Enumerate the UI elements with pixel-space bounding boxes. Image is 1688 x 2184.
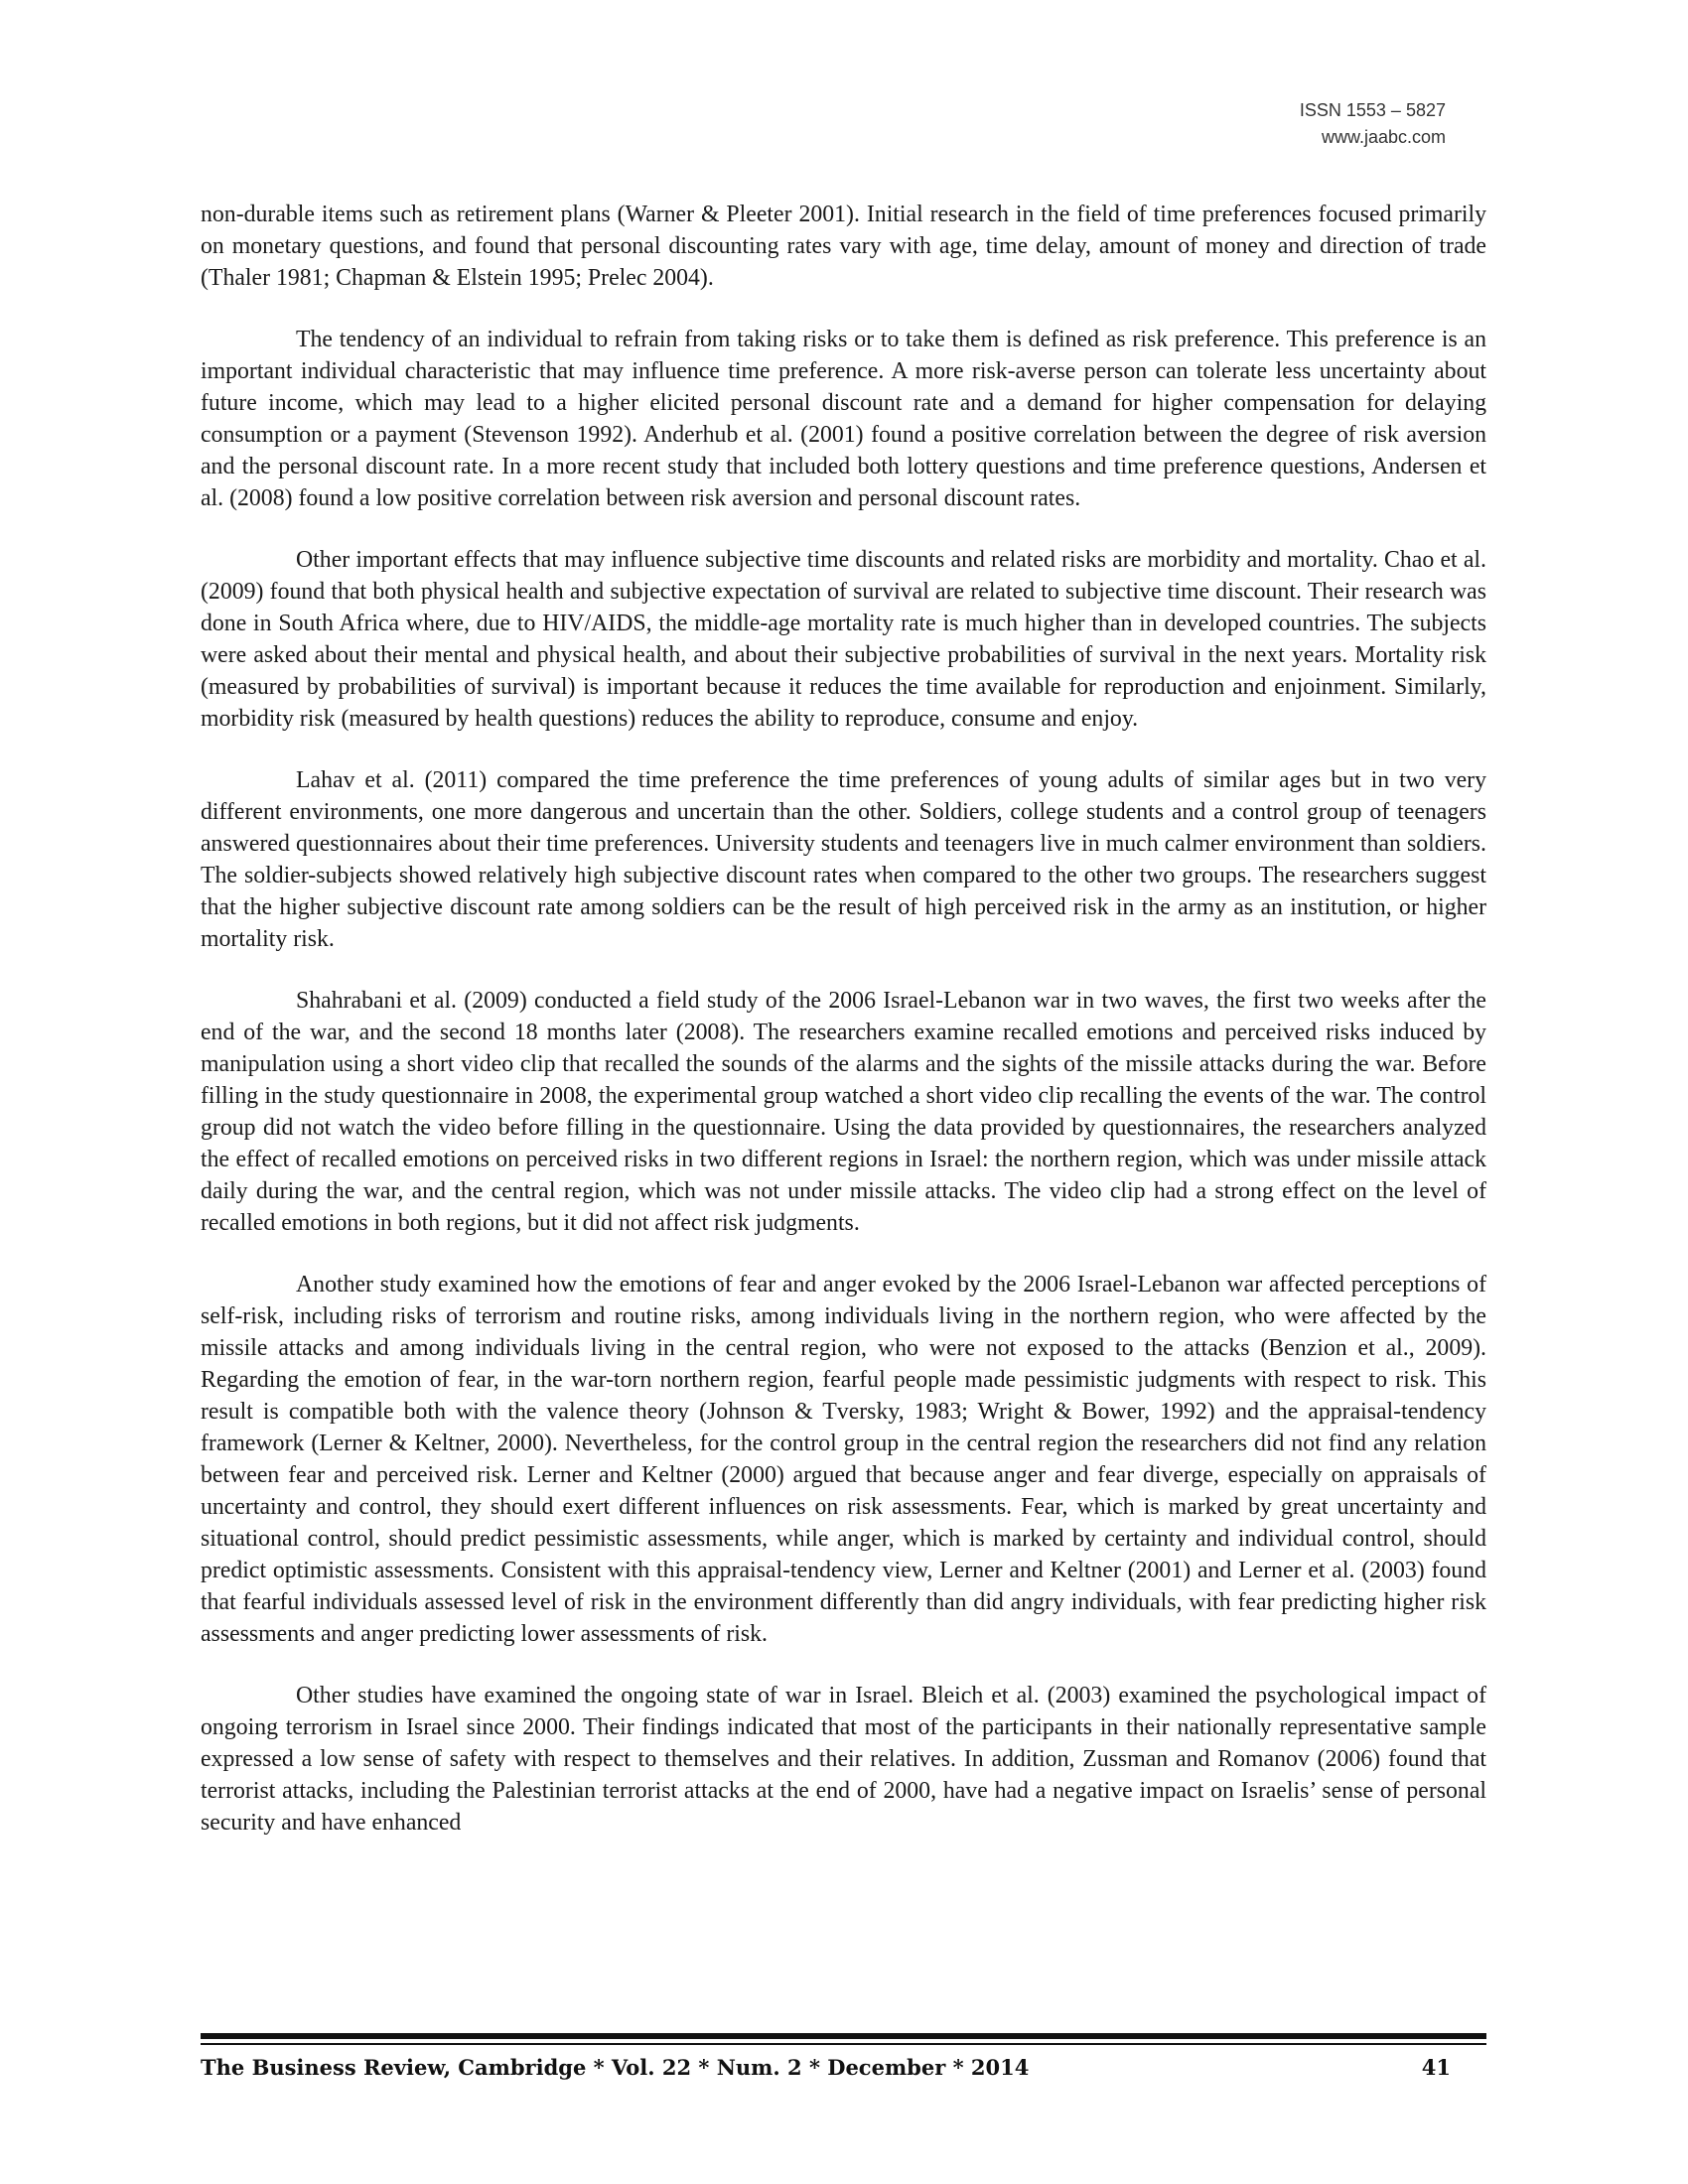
website-label: www.jaabc.com xyxy=(1321,127,1446,147)
paragraph-5: Shahrabani et al. (2009) conducted a field study of the 2006 Israel-Lebanon war in two waves, the first two weeks after the end of the war, and the second 18 months later (2008). The researchers examine recalled emotions and perceived risks induced by manipulation using a short video clip that recalled the sounds of the alarms and the sights of the missile attacks during the war. Before filling in the study questionnaire in 2008, the experimental group watched a short video clip recalling the events of the war. The control group did not watch the video before filling in the questionnaire. Using the data provided by questionnaires, the researchers analyzed the effect of recalled emotions on perceived risks in two different regions in Israel: the northern region, which was under missile attack daily during the war, and the central region, which was not under missile attacks. The video clip had a strong effect on the level of recalled emotions in both regions, but it did not affect risk judgments. xyxy=(201,988,1486,1236)
paragraph-1: non-durable items such as retirement plans (Warner & Pleeter 2001). Initial research in the field of time preferences focused primarily on monetary questions, and found that personal discounting rates vary with age, time delay, amount of money and direction of trade (Thaler 1981; Chapman & Elstein 1995; Prelec 2004). xyxy=(201,202,1486,291)
issn-label: ISSN 1553 – 5827 xyxy=(1299,100,1446,120)
paragraph-7: Other studies have examined the ongoing state of war in Israel. Bleich et al. (2003) examined the psychological impact of ongoing terrorism in Israel since 2000. Their findings indicated that most of the participants in their nationally representative sample expressed a low sense of safety with respect to themselves and their relatives. In addition, Zussman and Romanov (2006) found that terrorist attacks, including the Palestinian terrorist attacks at the end of 2000, have had a negative impact on Israelis’ sense of personal security and have enhanced xyxy=(201,1683,1486,1836)
page-number: 41 xyxy=(1421,2055,1451,2080)
paragraph-2: The tendency of an individual to refrain from taking risks or to take them is defined as risk preference. This preference is an important individual characteristic that may influence time preference. A more risk-averse person can tolerate less uncertainty about future income, which may lead to a higher elicited personal discount rate and a demand for higher compensation for delaying consumption or a payment (Stevenson 1992). Anderhub et al. (2001) found a positive correlation between the degree of risk aversion and the personal discount rate. In a more recent study that included both lottery questions and time preference questions, Andersen et al. (2008) found a low positive correlation between risk aversion and personal discount rates. xyxy=(201,327,1486,511)
paragraph-4: Lahav et al. (2011) compared the time preference the time preferences of young adults of similar ages but in two very different environments, one more dangerous and uncertain than the other. Soldiers, college students and a control group of teenagers answered questionnaires about their time preferences. University students and teenagers live in much calmer environment than soldiers. The soldier-subjects showed relatively high subjective discount rates when compared to the other two groups. The researchers suggest that the higher subjective discount rate among soldiers can be the result of high perceived risk in the army as an institution, or higher mortality risk. xyxy=(201,767,1486,952)
journal-citation: The Business Review, Cambridge * Vol. 22 * Num. 2 * December * 2014 xyxy=(201,2055,1030,2080)
footer-divider-thick xyxy=(201,2033,1486,2039)
running-footer xyxy=(201,2055,1486,2080)
paragraph-3: Other important effects that may influence subjective time discounts and related risks are morbidity and mortality. Chao et al. (2009) found that both physical health and subjective expectation of survival are related to subjective time discount. Their research was done in South Africa where, due to HIV/AIDS, the middle-age mortality rate is much higher than in developed countries. The subjects were asked about their mental and physical health, and about their subjective probabilities of survival in the next years. Mortality risk (measured by probabilities of survival) is important because it reduces the time available for reproduction and enjoinment. Similarly, morbidity risk (measured by health questions) reduces the ability to reproduce, consume and enjoy. xyxy=(201,547,1486,732)
paragraph-6: Another study examined how the emotions of fear and anger evoked by the 2006 Israel-Lebanon war affected perceptions of self-risk, including risks of terrorism and routine risks, among individuals living in the northern region, who were affected by the missile attacks and among individuals living in the central region, who were not exposed to the attacks (Benzion et al., 2009). Regarding the emotion of fear, in the war-torn northern region, fearful people made pessimistic judgments with respect to risk. This result is compatible both with the valence theory (Johnson & Tversky, 1983; Wright & Bower, 1992) and the appraisal-tendency framework (Lerner & Keltner, 2000). Nevertheless, for the control group in the central region the researchers did not find any relation between fear and perceived risk. Lerner and Keltner (2000) argued that because anger and fear diverge, especially on appraisals of uncertainty and control, they should exert different influences on risk assessments. Fear, which is marked by great uncertainty and situational control, should predict pessimistic assessments, while anger, which is marked by certainty and individual control, should predict optimistic assessments. Consistent with this appraisal-tendency view, Lerner and Keltner (2001) and Lerner et al. (2003) found that fearful individuals assessed level of risk in the environment differently than did angry individuals, with fear predicting higher risk assessments and anger predicting lower assessments of risk. xyxy=(201,1272,1486,1647)
footer-divider-thin xyxy=(201,2043,1486,2045)
article-body xyxy=(201,199,1486,1868)
running-header xyxy=(1300,97,1446,151)
